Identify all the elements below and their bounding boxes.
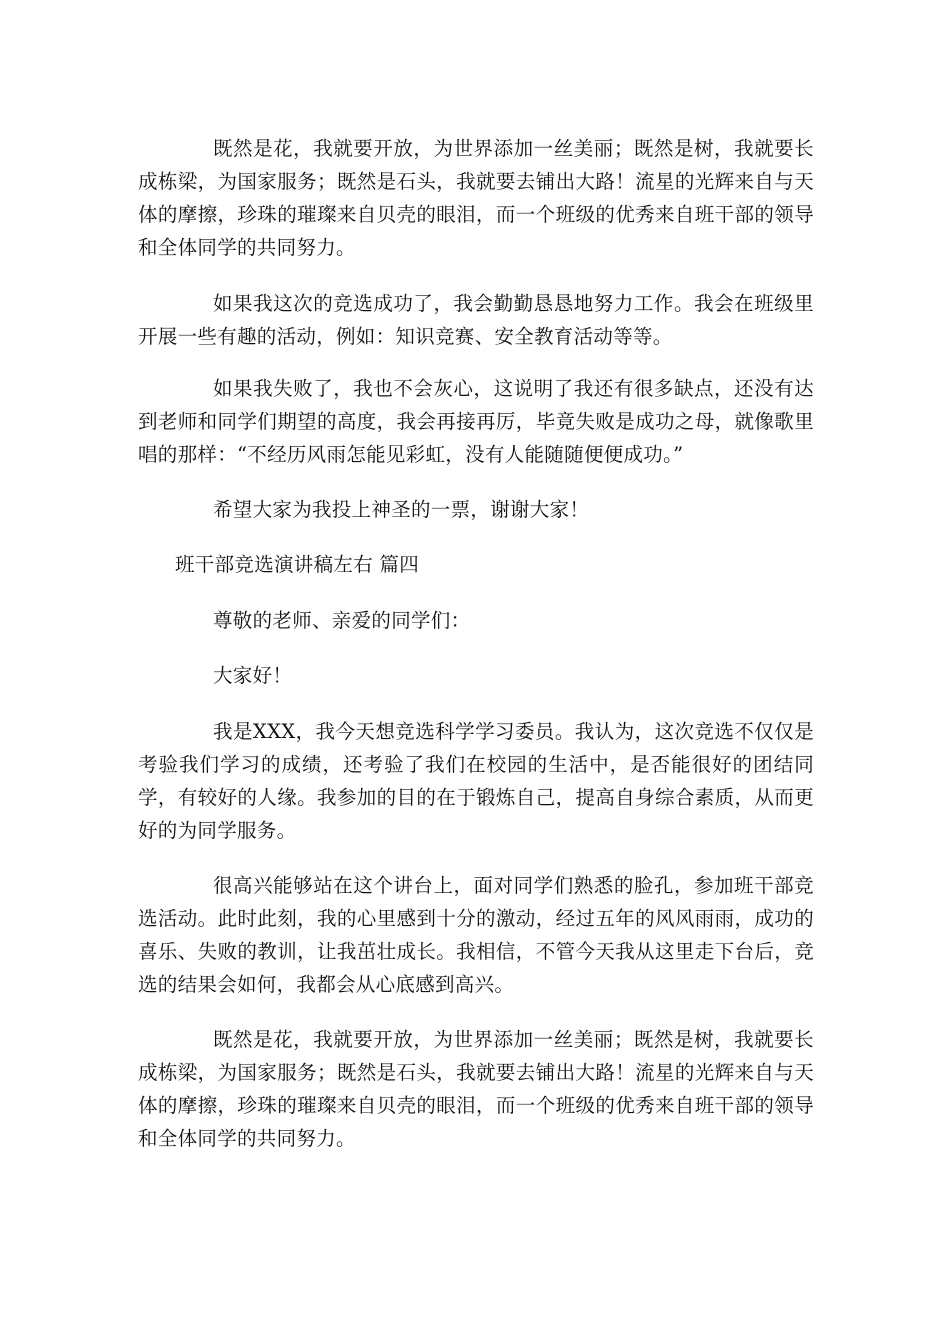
- paragraph-salutation: 尊敬的老师、亲爱的同学们：: [213, 609, 471, 632]
- paragraph-flower-tree-stone-repeat: 既然是花，我就要开放，为世界添加一丝美丽；既然是树，我就要长成栋梁，为国家服务；既然是石头，我就要去铺出大路！流星的光辉来自与天体的摩擦，珍珠的璀璨来自贝壳的眼泪，而一个班级的优秀来自班干部的领导和全体同学的共同努力。: [138, 1028, 814, 1150]
- paragraph-glad-to-stand: 很高兴能够站在这个讲台上，面对同学们熟悉的脸孔，参加班干部竞选活动。此时此刻，我的心里感到十分的激动，经过五年的风风雨雨，成功的喜乐、失败的教训，让我茁壮成长。我相信，不管今天我从这里走下台后，竞选的结果会如何，我都会从心底感到高兴。: [138, 874, 814, 996]
- paragraph-flower-tree-stone: 既然是花，我就要开放，为世界添加一丝美丽；既然是树，我就要长成栋梁，为国家服务；既然是石头，我就要去铺出大路！流星的光辉来自与天体的摩擦，珍珠的璀璨来自贝壳的眼泪，而一个班级的优秀来自班干部的领导和全体同学的共同努力。: [138, 137, 814, 259]
- paragraph-if-success: 如果我这次的竞选成功了，我会勤勤恳恳地努力工作。我会在班级里开展一些有趣的活动，例如：知识竞赛、安全教育活动等等。: [138, 292, 814, 348]
- section-heading: 班干部竞选演讲稿左右 篇四: [175, 553, 420, 576]
- paragraph-self-intro: 我是XXX，我今天想竞选科学学习委员。我认为，这次竞选不仅仅是考验我们学习的成绩，还考验了我们在校园的生活中，是否能很好的团结同学，有较好的人缘。我参加的目的在于锻炼自己，提高自身综合素质，从而更好的为同学服务。: [138, 720, 814, 842]
- paragraph-greeting: 大家好！: [213, 664, 293, 687]
- paragraph-if-fail: 如果我失败了，我也不会灰心，这说明了我还有很多缺点，还没有达到老师和同学们期望的高度，我会再接再厉，毕竟失败是成功之母，就像歌里唱的那样：“不经历风雨怎能见彩虹，没有人能随随便便成功。”: [138, 377, 814, 466]
- paragraph-vote-thanks: 希望大家为我投上神圣的一票，谢谢大家！: [213, 498, 590, 521]
